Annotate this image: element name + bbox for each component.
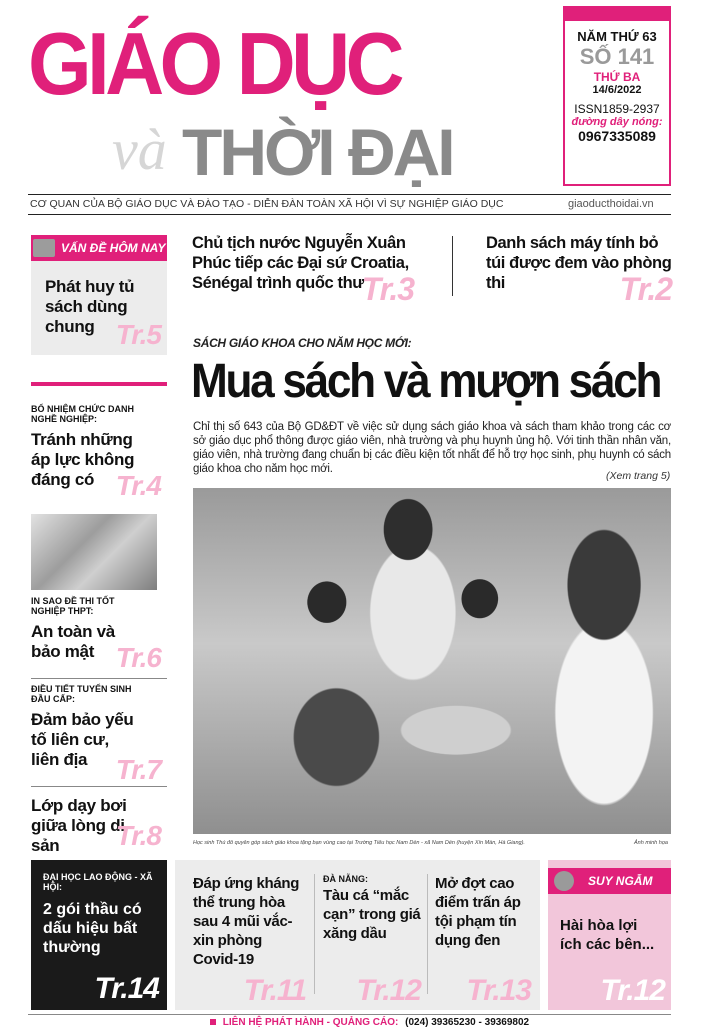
issue-today-title[interactable]: Phát huy tủ sách dùng chung <box>45 277 135 336</box>
tagline: CƠ QUAN CỦA BỘ GIÁO DỤC VÀ ĐÀO TẠO - DIỄN ĐÀN TOÀN XÃ HỘI VÌ SỰ NGHIỆP GIÁO DỤC <box>30 198 504 210</box>
issue-today-label-bar <box>31 235 167 261</box>
top-story-title: Chủ tịch nước Nguyễn Xuân Phúc tiếp các Đại sứ Croatia, Sénégal trình quốc thư <box>192 234 409 292</box>
bottom-story[interactable] <box>435 874 535 1007</box>
sidebar-item-page: Tr.6 <box>115 642 161 673</box>
sidebar-item-title: Tránh những áp lực không đáng có <box>31 430 135 489</box>
issue-year: NĂM THỨ 63 <box>577 29 657 44</box>
website: giaoducthoidai.vn <box>568 198 654 210</box>
opinion-title: Hài hòa lợi ích các bên... <box>560 917 655 953</box>
divider <box>28 194 671 195</box>
top-story-page: Tr.2 <box>619 271 672 307</box>
opinion-page: Tr.12 <box>600 974 665 1007</box>
sidebar-item[interactable] <box>31 796 167 856</box>
hotline-label: đường dây nóng: <box>571 116 663 128</box>
top-story-title: Danh sách máy tính bỏ túi được đem vào phòng thi <box>486 234 672 292</box>
sidebar-item[interactable] <box>31 404 167 504</box>
sidebar-item-kicker: ĐIỀU TIẾT TUYỂN SINH ĐẦU CẤP: <box>31 684 132 704</box>
bottom-story[interactable] <box>323 874 423 1007</box>
issue-issn: ISSN1859-2937 <box>574 102 660 116</box>
lead-headline[interactable]: Mua sách và mượn sách <box>191 355 661 408</box>
issue-box <box>563 6 671 186</box>
top-story[interactable] <box>192 233 432 307</box>
issue-today-label: VẤN ĐỀ HÔM NAY <box>61 241 166 255</box>
bottom-story-title: Mở đợt cao điểm trấn áp tội phạm tín dụng đen <box>435 875 521 949</box>
lead-see-page: (Xem trang 5) <box>606 470 671 482</box>
divider <box>28 1014 671 1015</box>
issue-today-box <box>31 235 167 355</box>
sidebar-item-page: Tr.7 <box>115 754 161 785</box>
photo-caption: Học sinh Thủ đô quyên góp sách giáo khoa tặng bạn vùng cao tại Trường Tiểu học Nam Dền - xã Nam Dền (huyện Xín Mần, Hà Giang). <box>193 840 525 846</box>
divider <box>31 678 167 679</box>
thinker-icon <box>554 871 574 891</box>
bottom-story[interactable] <box>193 874 308 1007</box>
divider <box>427 874 428 994</box>
sidebar-item[interactable] <box>31 596 167 676</box>
bottom-story-title: Tàu cá “mắc cạn” trong giá xăng dầu <box>323 887 421 942</box>
masthead-title-line2: THỜI ĐẠI <box>182 115 453 189</box>
divider <box>28 214 671 215</box>
masthead-title-line1: GIÁO DỤC <box>28 14 400 113</box>
footer <box>210 1017 529 1028</box>
divider <box>314 874 315 994</box>
masthead-title-va: và <box>112 117 167 182</box>
top-story-page: Tr.3 <box>361 271 414 307</box>
opinion-label: SUY NGẪM <box>588 874 653 888</box>
sidebar-item-page: Tr.4 <box>115 470 161 501</box>
bottom-story-page: Tr.12 <box>356 974 421 1007</box>
opinion-box[interactable] <box>548 860 671 1010</box>
top-story[interactable] <box>486 233 672 307</box>
hotline-number: 0967335089 <box>578 128 656 144</box>
lead-kicker: SÁCH GIÁO KHOA CHO NĂM HỌC MỚI: <box>193 336 412 350</box>
sidebar-photo <box>31 514 157 590</box>
issue-weekday: THỨ BA <box>593 70 641 84</box>
footer-bullet <box>210 1019 216 1025</box>
divider <box>452 236 453 296</box>
sidebar-item-kicker: BỔ NHIỆM CHỨC DANH NGHỀ NGHIỆP: <box>31 404 134 424</box>
issue-today-page[interactable]: Tr.5 <box>115 319 161 350</box>
footer-phones: (024) 39365230 - 39369802 <box>405 1017 530 1028</box>
sidebar-item-title: An toàn và bảo mật <box>31 622 115 661</box>
bottom-story-kicker: ĐÀ NẴNG: <box>323 874 368 884</box>
book-icon <box>33 239 55 257</box>
bottom-left-kicker: ĐẠI HỌC LAO ĐỘNG - XÃ HỘI: <box>43 872 153 892</box>
lead-photo <box>193 488 671 834</box>
issue-date: 14/6/2022 <box>592 84 642 96</box>
issue-number: SỐ 141 <box>579 44 655 69</box>
opinion-label-bar <box>548 868 671 894</box>
bottom-left-title: 2 gói thầu có dấu hiệu bất thường <box>43 901 142 956</box>
divider <box>31 382 167 386</box>
sidebar-item-kicker: IN SAO ĐỀ THI TỐT NGHIỆP THPT: <box>31 596 115 616</box>
divider <box>31 786 167 787</box>
sidebar-item[interactable] <box>31 684 167 784</box>
bottom-left-box[interactable] <box>31 860 167 1010</box>
bottom-left-page: Tr.14 <box>94 972 159 1005</box>
sidebar-item-page: Tr.8 <box>115 820 161 851</box>
lead-body: Chỉ thị số 643 của Bộ GD&ĐT về việc sử dụng sách giáo khoa và sách tham khảo trong các cơ sở giáo dục phổ thông được giáo viên, nhà trường và phụ huynh ủng hộ. Với tinh thần nhân văn, giáo viên, nhà trường đang chuẩn bị các điều kiện tốt nhất để hỗ trợ học sinh, phụ huynh có sách giáo khoa cho năm học mới. <box>193 421 671 475</box>
footer-label: LIÊN HỆ PHÁT HÀNH - QUẢNG CÁO: <box>222 1017 399 1028</box>
sidebar-item-title: Lớp dạy bơi giữa lòng di sản <box>31 796 127 855</box>
bottom-story-title: Đáp ứng kháng thể trung hòa sau 4 mũi vắc-xin phòng Covid-19 <box>193 875 300 968</box>
photo-credit: Ảnh minh họa <box>634 840 668 846</box>
bottom-story-page: Tr.13 <box>466 974 531 1007</box>
sidebar-item-title: Đảm bảo yếu tố liên cư, liên địa <box>31 710 134 769</box>
bottom-story-page: Tr.11 <box>243 974 306 1007</box>
